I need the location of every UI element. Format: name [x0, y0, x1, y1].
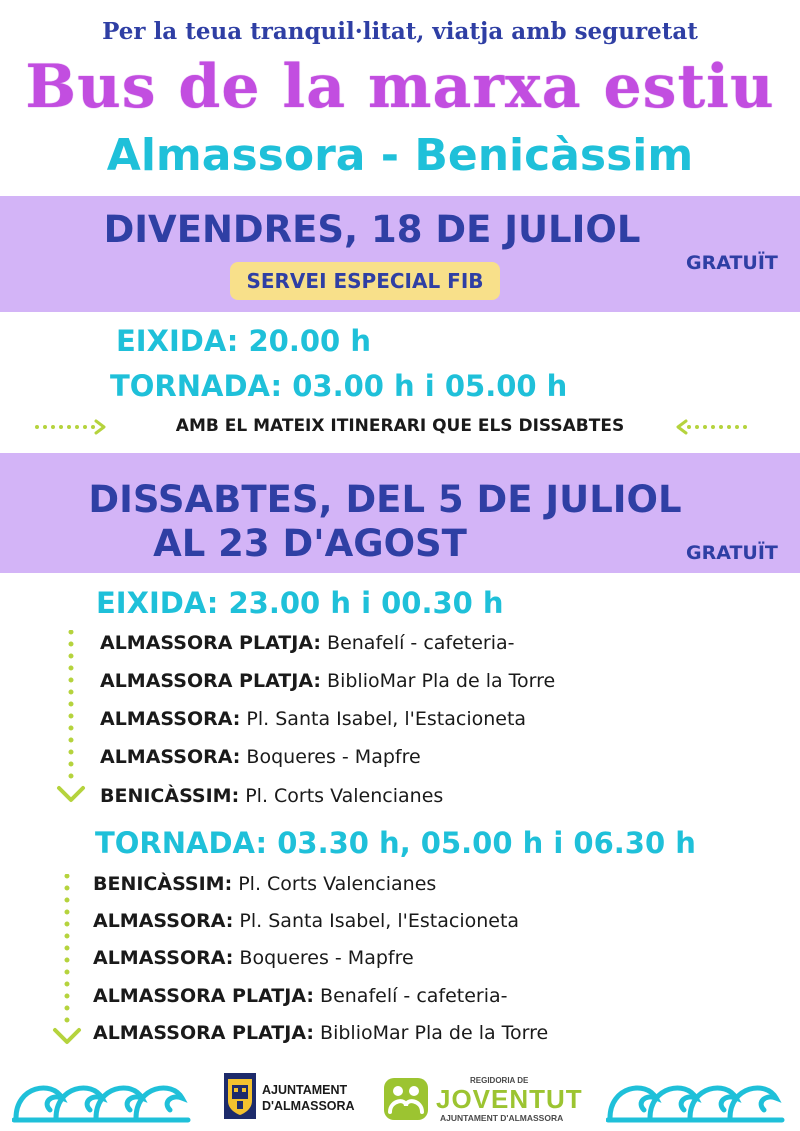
friday-return: TORNADA: 03.00 h i 05.00 h	[110, 369, 568, 403]
joventut-regidoria-label: REGIDORIA DE	[470, 1076, 529, 1085]
list-item: ALMASSORA: Pl. Santa Isabel, l'Estacioneta	[93, 910, 520, 932]
list-item: ALMASSORA PLATJA: Benafelí - cafeteria-	[100, 632, 515, 654]
coat-of-arms-icon	[222, 1071, 258, 1121]
dotted-down-arrow-icon	[56, 630, 86, 806]
friday-departure: EIXIDA: 20.00 h	[116, 324, 371, 358]
joventut-ajuntament-label: AJUNTAMENT D'ALMASSORA	[440, 1113, 564, 1123]
wave-icon	[12, 1076, 192, 1124]
list-item: ALMASSORA: Pl. Santa Isabel, l'Estacioneta	[100, 708, 527, 730]
list-item: BENICÀSSIM: Pl. Corts Valencianes	[93, 873, 437, 895]
saturday-price-badge: GRATUÏT	[686, 542, 778, 564]
poster-title: Bus de la marxa estiu	[25, 52, 775, 122]
list-item: ALMASSORA: Boqueres - Mapfre	[100, 746, 421, 768]
dotted-down-arrow-icon	[52, 874, 82, 1050]
wave-icon	[606, 1076, 786, 1124]
saturday-heading-line2: AL 23 D'AGOST	[153, 522, 467, 565]
ajuntament-label: AJUNTAMENT D'ALMASSORA	[262, 1083, 355, 1113]
route-title: Almassora - Benicàssim	[106, 130, 694, 181]
itinerary-note: AMB EL MATEIX ITINERARI QUE ELS DISSABTES	[175, 416, 625, 436]
friday-price-badge: GRATUÏT	[686, 252, 778, 274]
list-item: ALMASSORA: Boqueres - Mapfre	[93, 947, 414, 969]
dotted-arrow-left-icon	[674, 419, 748, 435]
joventut-logo-icon	[382, 1076, 430, 1122]
tagline: Per la teua tranquil·litat, viatja amb seguretat	[102, 18, 698, 45]
list-item: ALMASSORA PLATJA: BiblioMar Pla de la Torre	[93, 1022, 549, 1044]
joventut-label: JOVENTUT	[436, 1084, 583, 1114]
saturday-heading-line1: DISSABTES, DEL 5 DE JULIOL	[88, 478, 682, 521]
saturday-return: TORNADA: 03.30 h, 05.00 h i 06.30 h	[95, 826, 696, 860]
list-item: ALMASSORA PLATJA: BiblioMar Pla de la Torre	[100, 670, 556, 692]
list-item: BENICÀSSIM: Pl. Corts Valencianes	[100, 785, 444, 807]
list-item: ALMASSORA PLATJA: Benafelí - cafeteria-	[93, 985, 508, 1007]
fib-special-badge: SERVEI ESPECIAL FIB	[230, 262, 500, 300]
friday-heading: DIVENDRES, 18 DE JULIOL	[103, 208, 641, 251]
saturday-departure: EIXIDA: 23.00 h i 00.30 h	[96, 586, 504, 620]
